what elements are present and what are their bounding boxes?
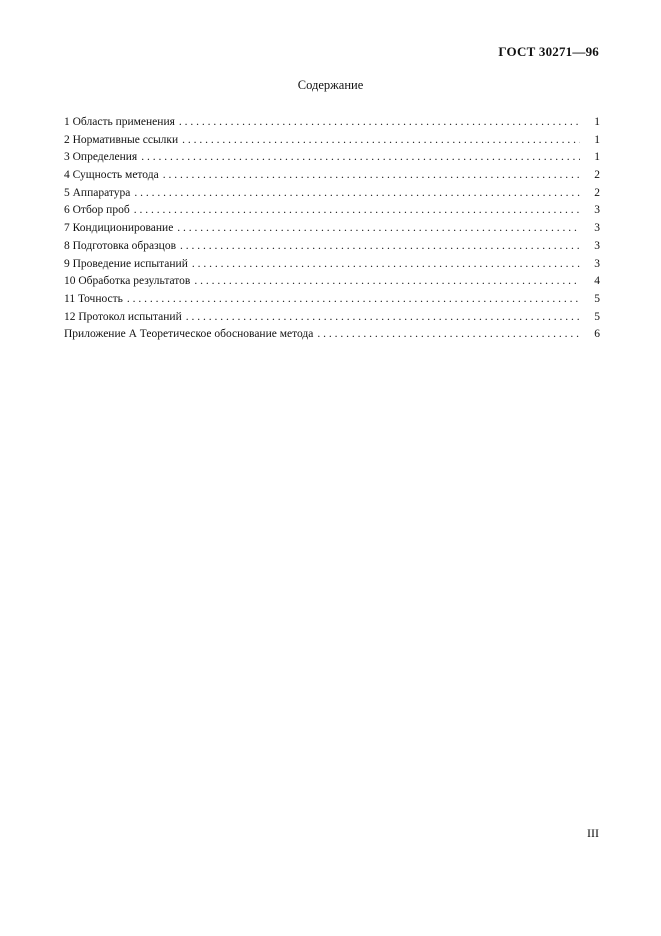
toc-entry-label: 6 Отбор проб — [64, 204, 130, 217]
dot-leader — [186, 311, 580, 323]
toc-entry-page: 3 — [594, 239, 600, 252]
toc-entry-label: Приложение А Теоретическое обоснование метода — [64, 328, 314, 341]
page-number: III — [587, 826, 599, 840]
toc-entry-page: 6 — [594, 328, 600, 341]
document-code: ГОСТ 30271—96 — [498, 44, 599, 59]
toc-entry-label: 9 Проведение испытаний — [64, 257, 188, 270]
dot-leader — [134, 187, 580, 199]
toc-entry-page: 1 — [594, 116, 600, 128]
toc-entry-page: 3 — [594, 204, 600, 217]
toc-entry[interactable] — [64, 311, 600, 329]
toc-entry[interactable] — [64, 240, 600, 258]
table-of-contents — [64, 116, 600, 346]
toc-entry-label: 3 Определения — [64, 151, 138, 164]
toc-entry-label: 11 Точность — [64, 292, 123, 305]
toc-entry-label: 5 Аппаратура — [64, 186, 131, 199]
toc-entry[interactable] — [64, 328, 600, 346]
toc-entry-page: 1 — [594, 133, 600, 146]
dot-leader — [194, 275, 580, 287]
dot-leader — [177, 222, 580, 234]
dot-leader — [163, 169, 580, 181]
dot-leader — [180, 240, 580, 252]
toc-entry-page: 1 — [594, 151, 600, 164]
toc-entry-label: 8 Подготовка образцов — [64, 239, 177, 252]
toc-title: Содержание — [297, 78, 364, 92]
toc-entry-label: 2 Нормативные ссылки — [64, 133, 179, 146]
toc-entry-label: 12 Протокол испытаний — [64, 310, 182, 323]
toc-entry[interactable] — [64, 275, 600, 293]
dot-leader — [182, 134, 580, 146]
toc-entry-page: 3 — [594, 222, 600, 235]
dot-leader — [192, 258, 580, 270]
dot-leader — [179, 116, 580, 128]
toc-entry-page: 4 — [594, 275, 600, 288]
dot-leader — [134, 204, 580, 216]
toc-entry-label: 1 Область применения — [64, 116, 175, 128]
toc-entry[interactable] — [64, 151, 600, 169]
toc-entry[interactable] — [64, 293, 600, 311]
toc-entry[interactable] — [64, 134, 600, 152]
dot-leader — [141, 151, 580, 163]
toc-entry-page: 5 — [594, 292, 600, 305]
toc-entry-label: 4 Сущность метода — [64, 169, 159, 182]
dot-leader — [127, 293, 580, 305]
toc-entry-page: 5 — [594, 310, 600, 323]
toc-entry[interactable] — [64, 204, 600, 222]
toc-entry[interactable] — [64, 258, 600, 276]
toc-entry[interactable] — [64, 222, 600, 240]
toc-entry-label: 7 Кондиционирование — [64, 222, 174, 235]
toc-entry-label: 10 Обработка результатов — [64, 275, 191, 288]
toc-entry[interactable] — [64, 116, 600, 134]
toc-entry[interactable] — [64, 169, 600, 187]
toc-entry[interactable] — [64, 187, 600, 205]
toc-entry-page: 3 — [594, 257, 600, 270]
toc-entry-page: 2 — [594, 169, 600, 182]
dot-leader — [317, 328, 580, 340]
toc-entry-page: 2 — [594, 186, 600, 199]
